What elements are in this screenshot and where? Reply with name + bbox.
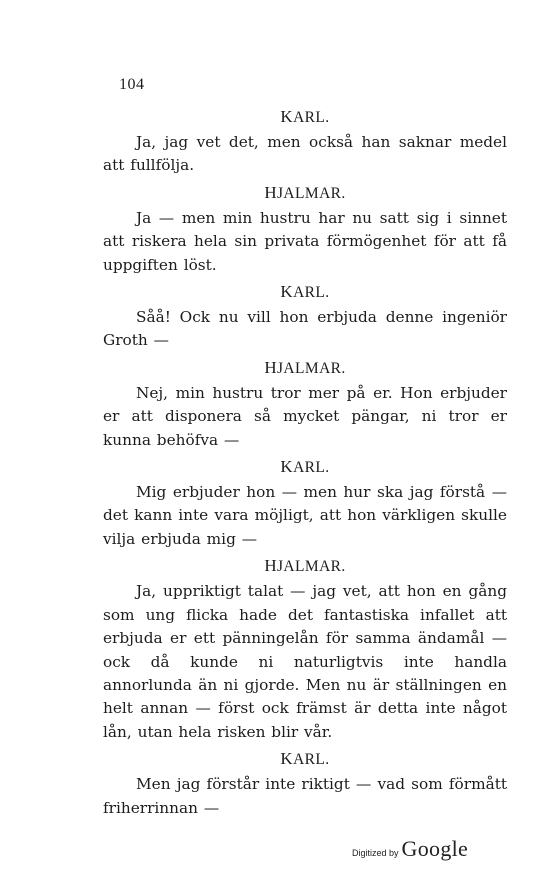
page-number: 104 (119, 76, 145, 93)
speech-paragraph: Mig erbjuder hon — men hur ska jag förstå — det kann inte vara möjligt, att hon värkligen skulle vilja erbjuda mig — (103, 483, 507, 548)
digitization-watermark (352, 836, 468, 862)
speaker-name: HJALMAR. (264, 182, 346, 202)
speech-paragraph: Nej, min hustru tror mer på er. Hon erbjuder er att disponera så mycket pängar, ni tror er kunna behöfva — (103, 383, 507, 449)
google-logo: Google (401, 836, 469, 861)
speaker-name: KARL. (280, 282, 330, 302)
speaker-name: HJALMAR. (264, 556, 346, 576)
speaker-name: HJALMAR. (264, 357, 346, 377)
speech-paragraph: Ja — men min hustru har nu satt sig i sinnet att riskera hela sin privata förmögenhet för att få uppgiften löst. (103, 208, 507, 274)
speech-paragraph: Ja, jag vet det, men också han saknar medel att fullfölja. (103, 133, 507, 175)
speech-paragraph: Såå! Ock nu vill hon erbjuda denne ingeniör Groth — (103, 308, 507, 350)
speech-paragraph: Ja, uppriktigt talat — jag vet, att hon en gång som ung flicka hade det fantastiska infallet att erbjuda er ett pänningelån för samma ändamål — ock då kunde ni naturligtvis inte handla annorlunda än ni gjorde. Men nu är ställningen en helt annan — först ock främst är detta inte något lån, utan hela risken blir vår. (103, 582, 507, 741)
speaker-name: KARL. (280, 749, 330, 769)
dialogue-text (103, 104, 507, 824)
speaker-name: KARL. (280, 107, 330, 126)
digitized-by-label: Digitized by (352, 848, 399, 858)
speaker-name: KARL. (280, 457, 330, 477)
speech-paragraph: Men jag förstår inte riktigt — vad som förmått friherrinnan — (103, 775, 507, 817)
